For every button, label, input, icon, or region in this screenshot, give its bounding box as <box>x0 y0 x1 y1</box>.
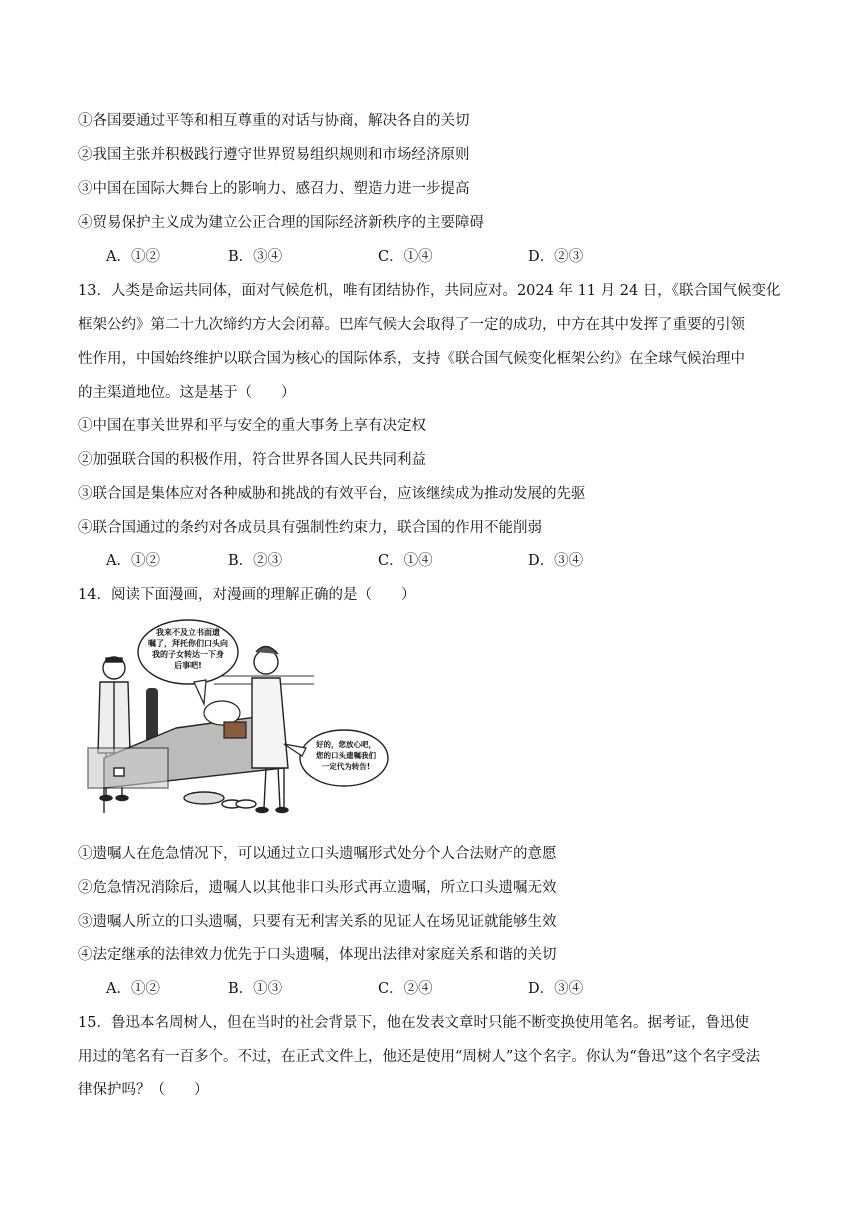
q13-item-2: ②加强联合国的积极作用，符合世界各国人民共同利益 <box>78 452 426 468</box>
q14-item-3: ③遗嘱人所立的口头遗嘱，只要有无利害关系的见证人在场见证就能够生效 <box>78 914 557 930</box>
q15-stem-line-3: 律保护吗？（ ） <box>78 1082 209 1098</box>
patient-bubble-line-4: 后事吧! <box>174 661 202 670</box>
cartoon-illustration <box>84 618 390 818</box>
q13-option-a[interactable]: A．①② <box>106 553 160 569</box>
q13-item-1: ①中国在事关世界和平与安全的重大事务上享有决定权 <box>78 418 426 434</box>
q12-option-b[interactable]: B．③④ <box>228 249 283 265</box>
q13-stem-line-1: 13．人类是命运共同体，面对气候危机，唯有团结协作，共同应对。2024 年 11 月 24 日，《联合国气候变化 <box>78 283 781 299</box>
q13-option-d[interactable]: D．③④ <box>528 553 584 569</box>
q14-option-b[interactable]: B．①③ <box>228 981 283 997</box>
q12-option-d[interactable]: D．②③ <box>528 249 584 265</box>
patient-bubble-line-2: 嘱了，拜托你们口头向 <box>148 639 228 648</box>
q14-item-2: ②危急情况消除后，遗嘱人以其他非口头形式再立遗嘱，所立口头遗嘱无效 <box>78 880 557 896</box>
patient-bubble-line-1: 我来不及立书面遗 <box>156 628 220 637</box>
q12-item-2: ②我国主张并积极践行遵守世界贸易组织规则和市场经济原则 <box>78 147 470 163</box>
q14-stem: 14．阅读下面漫画，对漫画的理解正确的是（ ） <box>78 587 416 603</box>
doctor-speech-bubble <box>284 730 388 786</box>
q13-stem-line-2: 框架公约》第二十九次缔约方大会闭幕。巴库气候大会取得了一定的成功，中方在其中发挥了重要的引领 <box>78 317 745 333</box>
q12-item-3: ③中国在国际大舞台上的影响力、感召力、塑造力进一步提高 <box>78 181 470 197</box>
q13-stem-line-3: 性作用，中国始终维护以联合国为核心的国际体系，支持《联合国气候变化框架公约》在全球气候治理中 <box>78 351 745 367</box>
q14-option-c[interactable]: C．②④ <box>378 981 433 997</box>
q12-option-a[interactable]: A．①② <box>106 249 160 265</box>
q13-stem-line-4: 的主渠道地位。这是基于（ ） <box>78 385 296 401</box>
doctor-bubble-line-3: 一定代为转告! <box>321 762 371 771</box>
q14-option-d[interactable]: D．③④ <box>528 981 584 997</box>
doctor-bubble-line-1: 好的，您放心吧， <box>316 740 376 749</box>
doctor-figure <box>252 646 288 812</box>
q14-item-4: ④法定继承的法律效力优先于口头遗嘱，体现出法律对家庭关系和谐的关切 <box>78 947 557 963</box>
q14-item-1: ①遗嘱人在危急情况下，可以通过立口头遗嘱形式处分个人合法财产的意愿 <box>78 846 557 862</box>
q12-item-1: ①各国要通过平等和相互尊重的对话与协商，解决各自的关切 <box>78 113 470 129</box>
q13-option-c[interactable]: C．①④ <box>378 553 433 569</box>
q15-stem-line-2: 用过的笔名有一百多个。不过，在正式文件上，他还是使用“周树人”这个名字。你认为“鲁迅”这个名字受法 <box>78 1049 761 1065</box>
q13-item-3: ③联合国是集体应对各种威胁和挑战的有效平台，应该继续成为推动发展的先驱 <box>78 486 586 502</box>
q15-stem-line-1: 15．鲁迅本名周树人，但在当时的社会背景下，他在发表文章时只能不断变换使用笔名。据考证，鲁迅使 <box>78 1015 749 1031</box>
doctor-bubble-line-2: 您的口头遗嘱我们 <box>316 751 376 760</box>
q13-option-b[interactable]: B．②③ <box>228 553 283 569</box>
q12-item-4: ④贸易保护主义成为建立公正合理的国际经济新秩序的主要障碍 <box>78 215 484 231</box>
q12-option-c[interactable]: C．①④ <box>378 249 433 265</box>
patient-bubble-line-3: 我的子女转达一下身 <box>152 650 224 659</box>
q14-option-a[interactable]: A．①② <box>106 981 160 997</box>
q13-item-4: ④联合国通过的条约对各成员具有强制性约束力，联合国的作用不能削弱 <box>78 520 542 536</box>
